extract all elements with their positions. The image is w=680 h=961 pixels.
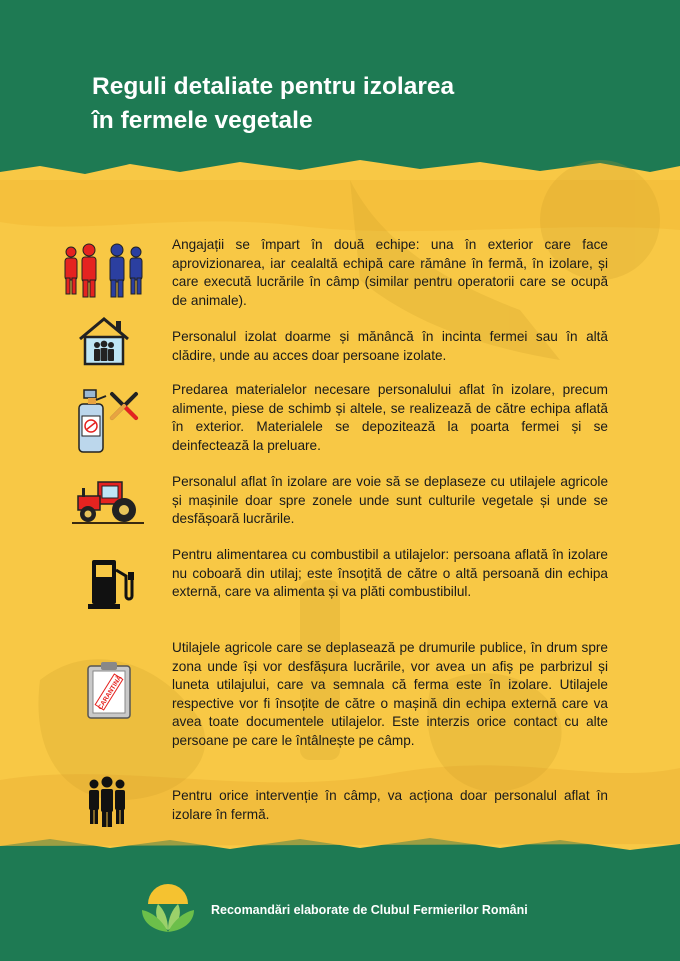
- tractor-icon: [72, 478, 144, 524]
- fuel-pump-icon: [88, 556, 136, 610]
- rule-text-1: Angajații se împart în două echipe: una în exterior care face aprovizionarea, iar cealaltă echipă care rămâne în fermă, în izolare, și care execută lucrările în câmp (similar pentru operatorii care se ocupă de animale).: [172, 237, 608, 308]
- quarantine-clipboard-icon: [86, 660, 134, 720]
- title-line-1: Reguli detaliate pentru izolarea: [92, 73, 455, 100]
- page-title: [92, 70, 454, 138]
- rule-text-4: Personalul aflat în izolare are voie să se deplaseze cu utilajele agricole și mașinile doar spre zonele unde sunt culturile vegetale și unde se desfășoară lucrările.: [172, 474, 608, 526]
- rule-text-6: Utilajele agricole care se deplasează pe drumurile publice, în drum spre zona unde își vor desfășura lucrările, vor avea un afiș pe parbrizul și luneta utilajului, care va semnala că ferma este în izolare. Utilajele respective vor fi însoțite de către o mașină din echipa externă care va avea toate documentele utilajelor. Este interzis orice contact cu alte persoane pe care le întâlnește pe câmp.: [172, 640, 608, 748]
- footer-credit: Recomandări elaborate de Clubul Fermierilor Români: [211, 903, 528, 917]
- club-logo-icon: [140, 884, 196, 934]
- rule-text-3: Predarea materialelor necesare personalului aflat în izolare, precum alimente, piese de schimb și altele, se realizează de către echipa aflată în exterior. Materialele se depozitează la poarta fermei și se deinfectează la preluare.: [172, 382, 608, 453]
- rule-text-5: Pentru alimentarea cu combustibil a utilajelor: persoana aflată în izolare nu coboară din utilaj; este însoțită de către o altă persoană din echipa externă, care va alimenta și va plăti combustibilul.: [172, 547, 608, 599]
- quarantine-label: CARANTINĂ: [97, 674, 124, 712]
- two-teams-icon: [60, 242, 150, 298]
- house-people-icon: [76, 315, 132, 367]
- rule-text-2: Personalul izolat doarme și mănâncă în incinta fermei sau în altă clădire, unde au acces doar persoane izolate.: [172, 329, 608, 363]
- disinfectant-tools-icon: [76, 386, 140, 454]
- title-line-2: în fermele vegetale: [92, 107, 313, 134]
- rule-text-7: Pentru orice intervenție în câmp, va acționa doar personalul aflat în izolare în fermă.: [172, 788, 608, 822]
- isolated-group-icon: [86, 776, 128, 828]
